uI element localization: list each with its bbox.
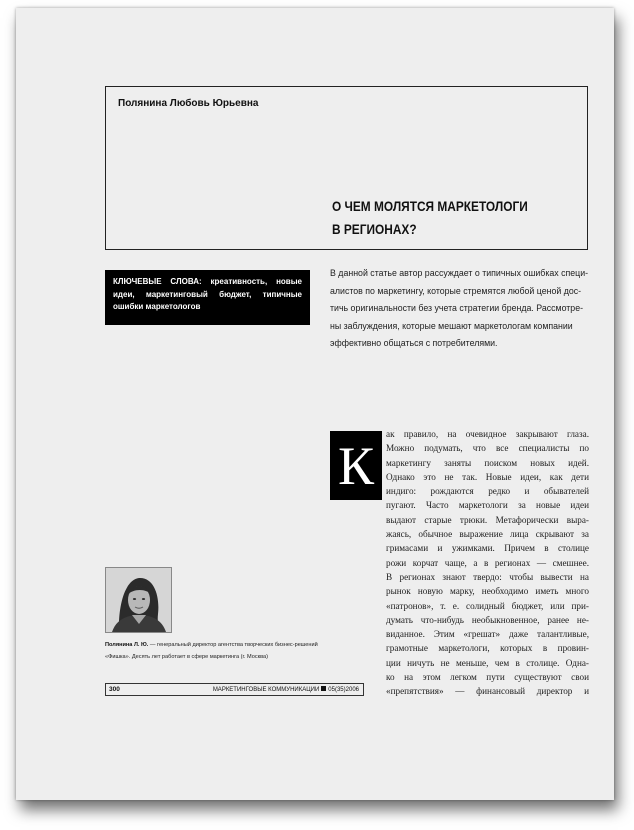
- body-line: виданное. Этим «грешат» даже талантливые,: [386, 629, 589, 640]
- body-line: пугают. Часто маркетологи за новые идеи: [386, 500, 589, 511]
- keywords-block: [105, 270, 310, 325]
- body-line: грамотные маркетологи, которых в провин-: [386, 643, 589, 654]
- author-name: Полянина Любовь Юрьевна: [118, 98, 259, 109]
- body-line: жаясь, обычное выражение лица скрывают за: [386, 529, 589, 540]
- author-photo: [105, 567, 172, 633]
- body-line: маркетингу заняты поиском новых идей.: [386, 457, 589, 468]
- body-line: гримасами и ужимками. Причем в столице: [386, 543, 589, 554]
- drop-cap: [330, 431, 382, 500]
- abstract-line: эффективно общаться с потребителями.: [330, 338, 498, 348]
- abstract-line: алистов по маркетингу, которые стремятся любой ценой дос-: [330, 285, 582, 296]
- abstract-line: тичь оригинальности без учета стратегии бренда. Рассмотре-: [330, 303, 584, 313]
- magazine-name: МАРКЕТИНГОВЫЕ КОММУНИКАЦИИ: [212, 687, 320, 693]
- body-line: выдают старые трюки. Метафорически выра-: [386, 514, 589, 525]
- body-line: ак правило, на очевидное закрывают глаза.: [386, 429, 589, 439]
- body-line: «препятствия» — финансовый директор и: [386, 686, 589, 697]
- keywords-text: креативность, новые идеи, маркетинговый бюджет, типичные ошибки маркетологов: [113, 277, 302, 311]
- bio-name: Полянина Л. Ю.: [105, 642, 149, 648]
- body-line: думать что-нибудь необыкновенное, ранее не-: [386, 614, 589, 625]
- body-line: «патронов», т. е. солидный бюджет, или при-: [386, 600, 589, 611]
- article-title-line-2: В РЕГИОНАХ?: [332, 222, 417, 237]
- square-bullet-icon: [321, 686, 326, 691]
- article-title: [332, 195, 552, 241]
- author-portrait-image: [106, 568, 171, 632]
- article-abstract: [330, 265, 589, 353]
- author-bio: [105, 640, 367, 663]
- magazine-info: [213, 686, 359, 693]
- article-body: [386, 427, 589, 699]
- body-line: индиго: рождаются редко и обывателей: [386, 486, 589, 497]
- issue-number: 05(35)2006: [328, 687, 359, 693]
- body-line: Однако это не так. Новые идеи, как дети: [386, 471, 589, 482]
- bio-line-1: [105, 640, 367, 652]
- article-header-box: [105, 86, 588, 250]
- bio-text-2: «Фишка». Десять лет работает в сфере маркетинга (г. Москва): [105, 653, 268, 660]
- body-line: рынок новую марку, необходимо иметь много: [386, 586, 589, 597]
- body-line: рожи корчат чаще, а в регионах — смешнее.: [386, 557, 589, 568]
- body-line: ко на этом легком пути существуют свои: [386, 672, 589, 683]
- body-line: В регионах знают твердо: чтобы вывести на: [386, 571, 589, 582]
- keywords-label: КЛЮЧЕВЫЕ СЛОВА:: [113, 277, 211, 286]
- abstract-line: В данной статье автор рассуждает о типичных ошибках специ-: [330, 268, 589, 278]
- bio-text-1: — генеральный директор агентства творческих бизнес-решений: [148, 642, 318, 648]
- body-line: Можно подумать, что все специалисты по: [386, 443, 589, 454]
- page-number: 300: [109, 686, 120, 693]
- abstract-line: ны заблуждения, которые мешают маркетологам компании: [330, 320, 573, 331]
- drop-cap-letter: К: [337, 435, 375, 496]
- journal-page: [16, 8, 614, 800]
- body-line: ции ничуть не меньше, чем в столице. Одна-: [386, 657, 589, 668]
- article-title-line-1: О ЧЕМ МОЛЯТСЯ МАРКЕТОЛОГИ: [332, 199, 528, 214]
- page-footer: [105, 683, 364, 696]
